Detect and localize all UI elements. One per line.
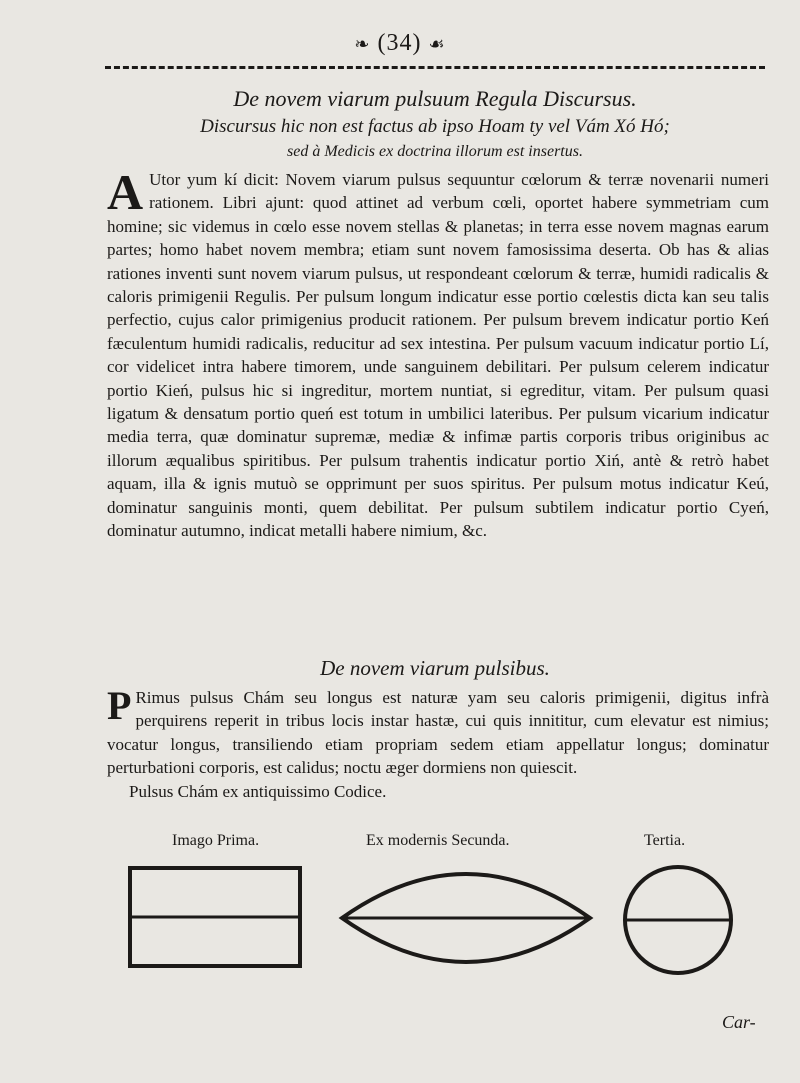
drop-capital: A: [107, 164, 144, 220]
paragraph-text: Utor yum kí dicit: Novem viarum pulsus sequuntur cœlorum & terræ novenarii numeri rationem. Libri ajunt: quod attinet ad verbum cœli, oportet habere symmetriam cum homine; sic videmus in cœlo esse novem stellas & planetas; in terra esse novem magnas earum partes; homo habet novem membra; etiam sunt novem famosissima deserta. Ob has & alias rationes inventi sunt novem viarum pulsus, ut respondeant cœlorum & terræ, humidi radicalis & caloris primigenii Regulis. Per pulsum longum indicatur esse portio cœlestis dicta kan seu talis perfectio, cujus calor primigenius producit rationem. Per pulsum brevem indicatur portio Keń fæculentum humidi radicalis, reducitur ad sex intestina. Per pulsum vacuum indicatur portio Lí, cor videlicet intra habere timorem, unde sanguinem debilitari. Per pulsum celerem indicatur portio Kień, pulsus hic si ingreditur, mortem nuntiat, si egreditur, vitam. Per pulsum quasi ligatum & densatum portio queń est totum in umbilici lateribus. Per pulsum vicarium indicatur media terra, quæ dominatur supremæ, mediæ & infimæ partis corporis tribus originibus ac illorum æqualibus spiritibus. Per pulsum trahentis indicatur portio Xiń, antè & retrò habet aquam, illa & ignis mutuò se opprimunt per suos spiritus. Per pulsum motus indicatur Keú, dominatur sanguinis monti, quem debilitat. Per pulsum subtilem indicatur portio Cyeń, dominatur autumno, indicat metalli habere nimium, &c.: [107, 170, 769, 541]
pulse-figures: [0, 850, 800, 980]
figure-circle: [625, 867, 731, 973]
page-number: (34): [377, 30, 422, 56]
caption-second-image: Ex modernis Secunda.: [366, 832, 510, 849]
figure-lens: [342, 874, 590, 962]
paragraph-text: Rimus pulsus Chám seu longus est naturæ yam seu caloris primigenii, digitus infrà perquirens reperit in tribus locis instar hastæ, cui quis innititur, cum elevatur est nimius; vocatur longus, transiliendo etiam propriam sedem etiam appellatur longus; dominatur perturbationi corporis, est calidus; noctu æger dormiens non quiescit.: [107, 688, 769, 778]
section-title: De novem viarum pulsibus.: [320, 656, 550, 680]
left-ornament: ❧: [354, 33, 371, 54]
header-rule: [105, 66, 765, 73]
codex-line: Pulsus Chám ex antiquissimo Codice.: [129, 781, 387, 801]
figure-rectangle: [130, 868, 300, 966]
page-header: [0, 30, 800, 57]
chapter-subtitle-note: sed à Medicis ex doctrina illorum est insertus.: [287, 143, 583, 160]
paragraph-primus: [107, 683, 769, 803]
drop-capital: P: [107, 683, 132, 728]
paragraph-discursus: [107, 164, 769, 543]
chapter-subtitle: Discursus hic non est factus ab ipso Hoam ty vel Vám Xó Hó;: [200, 116, 670, 137]
caption-first-image: Imago Prima.: [172, 832, 260, 849]
right-ornament: ☙: [428, 33, 446, 54]
catchword: Car-: [722, 1012, 756, 1032]
chapter-title: De novem viarum pulsuum Regula Discursus.: [233, 86, 637, 111]
caption-third-image: Tertia.: [644, 832, 686, 849]
